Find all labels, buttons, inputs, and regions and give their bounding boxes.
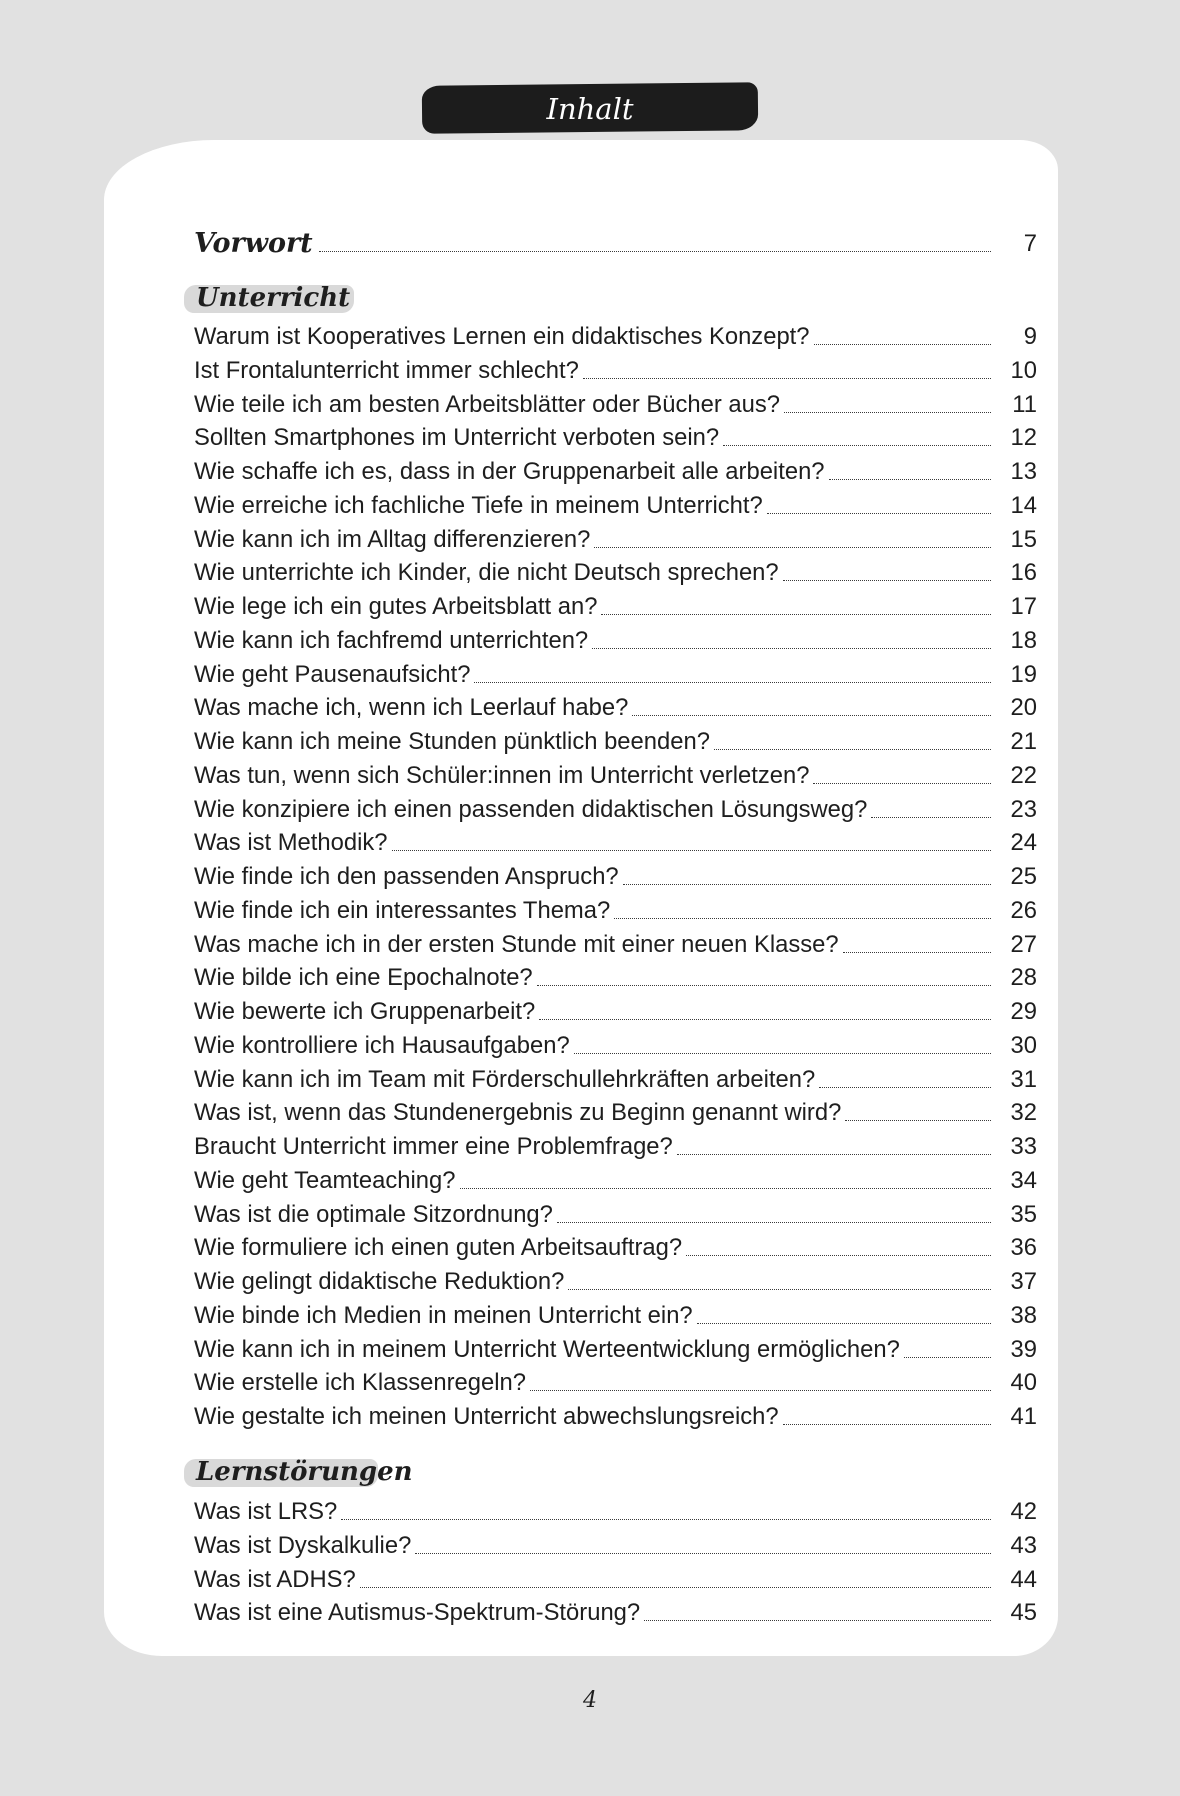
toc-entry (194, 1594, 1037, 1628)
section-heading (184, 1455, 413, 1489)
toc-entry (194, 1561, 1037, 1595)
toc-entry-page: 27 (1010, 931, 1037, 958)
toc-entry-page: 41 (1010, 1403, 1037, 1430)
toc-entry (194, 1229, 1037, 1263)
dotted-leader (574, 1053, 991, 1054)
toc-entry-title: Vorwort (194, 228, 313, 259)
toc-entry-title: Wie gelingt didaktische Reduktion? (194, 1268, 565, 1295)
toc-entry-page: 31 (1010, 1066, 1037, 1093)
toc-entry-page: 38 (1010, 1302, 1037, 1329)
toc-entry (194, 453, 1037, 487)
dotted-leader (392, 850, 991, 851)
dotted-leader (783, 580, 991, 581)
toc-entry-preface (194, 225, 1037, 259)
dotted-leader (341, 1519, 991, 1520)
toc-entry-title: Was ist ADHS? (194, 1566, 356, 1593)
dotted-leader (319, 251, 991, 252)
toc-entry-title: Was ist Methodik? (194, 829, 388, 856)
toc-entry-title: Wie teile ich am besten Arbeitsblätter oder Bücher aus? (194, 391, 780, 418)
dotted-leader (530, 1390, 991, 1391)
dotted-leader (460, 1188, 992, 1189)
toc-entry (194, 554, 1037, 588)
toc-entry (194, 318, 1037, 352)
dotted-leader (583, 378, 991, 379)
dotted-leader (723, 445, 991, 446)
dotted-leader (843, 952, 991, 953)
toc-entry (194, 521, 1037, 555)
dotted-leader (767, 513, 991, 514)
toc-entry-page: 12 (1010, 424, 1037, 451)
toc-entry (194, 1094, 1037, 1128)
dotted-leader (845, 1120, 991, 1121)
toc-entry-page: 13 (1010, 458, 1037, 485)
toc-entry (194, 723, 1037, 757)
toc-entry-page: 37 (1010, 1268, 1037, 1295)
toc-entry-title: Wie bilde ich eine Epochalnote? (194, 964, 533, 991)
toc-entry-page: 28 (1010, 964, 1037, 991)
toc-entry (194, 419, 1037, 453)
toc-entry-title: Was tun, wenn sich Schüler:innen im Unterricht verletzen? (194, 762, 810, 789)
toc-entry-page: 30 (1010, 1032, 1037, 1059)
dotted-leader (814, 344, 991, 345)
dotted-leader (714, 749, 991, 750)
toc-entry-page: 32 (1010, 1099, 1037, 1126)
toc-entry-page: 24 (1010, 829, 1037, 856)
toc-entry-title: Wie schaffe ich es, dass in der Gruppenarbeit alle arbeiten? (194, 458, 825, 485)
toc-entry (194, 959, 1037, 993)
toc-entry (194, 1061, 1037, 1095)
dotted-leader (677, 1154, 991, 1155)
toc-entry-title: Wie erreiche ich fachliche Tiefe in meinem Unterricht? (194, 492, 763, 519)
page-title: Inhalt (546, 92, 634, 126)
dotted-leader (592, 648, 991, 649)
toc-entry-title: Wie geht Teamteaching? (194, 1167, 456, 1194)
toc-entry-page: 43 (1010, 1532, 1037, 1559)
section-heading-label: Unterricht (196, 283, 351, 313)
toc-entry-page: 25 (1010, 863, 1037, 890)
toc-entry-title: Wie gestalte ich meinen Unterricht abwechslungsreich? (194, 1403, 779, 1430)
toc-entry-page: 18 (1010, 627, 1037, 654)
toc-entry-page: 22 (1010, 762, 1037, 789)
toc-entry-page: 40 (1010, 1369, 1037, 1396)
toc-entry (194, 1128, 1037, 1162)
toc-entry (194, 1162, 1037, 1196)
toc-entry-page: 9 (1023, 323, 1037, 350)
toc-entry-title: Wie formuliere ich einen guten Arbeitsauftrag? (194, 1234, 683, 1261)
dotted-leader (537, 985, 991, 986)
dotted-leader (568, 1289, 991, 1290)
toc-entry-page: 20 (1010, 694, 1037, 721)
toc-entry-title: Wie kann ich im Alltag differenzieren? (194, 526, 591, 553)
dotted-leader (813, 783, 991, 784)
toc-entry-page: 11 (1012, 391, 1037, 418)
dotted-leader (819, 1087, 991, 1088)
dotted-leader (614, 918, 991, 919)
dotted-leader (783, 1424, 991, 1425)
dotted-leader (539, 1019, 991, 1020)
toc-entry-title: Was ist Dyskalkulie? (194, 1532, 412, 1559)
toc-entry-title: Ist Frontalunterricht immer schlecht? (194, 357, 579, 384)
dotted-leader (784, 412, 991, 413)
toc-entry-title: Wie kann ich meine Stunden pünktlich beenden? (194, 728, 710, 755)
toc-entry-page: 35 (1010, 1201, 1037, 1228)
toc-entry-title: Was mache ich, wenn ich Leerlauf habe? (194, 694, 629, 721)
dotted-leader (871, 817, 991, 818)
toc-entry (194, 824, 1037, 858)
dotted-leader (644, 1620, 991, 1621)
toc-entry-page: 36 (1010, 1234, 1037, 1261)
dotted-leader (632, 715, 991, 716)
toc-entry (194, 1331, 1037, 1365)
dotted-leader (557, 1222, 991, 1223)
toc-entry-title: Was ist LRS? (194, 1498, 338, 1525)
toc-entry-page: 10 (1010, 357, 1037, 384)
toc-entry-title: Was ist, wenn das Stundenergebnis zu Beginn genannt wird? (194, 1099, 842, 1126)
toc-entry-title: Wie finde ich den passenden Anspruch? (194, 863, 619, 890)
toc-entry-title: Was ist eine Autismus-Spektrum-Störung? (194, 1599, 641, 1626)
toc-entry (194, 1493, 1037, 1527)
dotted-leader (686, 1255, 991, 1256)
toc-entry-title: Was mache ich in der ersten Stunde mit einer neuen Klasse? (194, 931, 839, 958)
toc-entry-title: Wie kann ich in meinem Unterricht Werteentwicklung ermöglichen? (194, 1336, 900, 1363)
toc-entry (194, 1263, 1037, 1297)
toc-entry-page: 34 (1010, 1167, 1037, 1194)
toc-entry-page: 29 (1010, 998, 1037, 1025)
toc-entry-page: 26 (1010, 897, 1037, 924)
toc-entry (194, 689, 1037, 723)
toc-entry-title: Wie unterrichte ich Kinder, die nicht Deutsch sprechen? (194, 559, 779, 586)
toc-entry-page: 16 (1010, 559, 1037, 586)
toc-entry-title: Wie kann ich im Team mit Förderschullehrkräften arbeiten? (194, 1066, 816, 1093)
toc-entry-title: Wie bewerte ich Gruppenarbeit? (194, 998, 536, 1025)
toc-entry (194, 892, 1037, 926)
dotted-leader (601, 614, 991, 615)
toc-entry (194, 1027, 1037, 1061)
toc-entry (194, 656, 1037, 690)
toc-entry-page: 45 (1010, 1599, 1037, 1626)
toc-entry-page: 7 (1023, 230, 1037, 257)
toc-entry-title: Wie binde ich Medien in meinen Unterricht ein? (194, 1302, 693, 1329)
dotted-leader (415, 1553, 991, 1554)
section-heading (184, 281, 354, 315)
dotted-leader (623, 884, 991, 885)
toc-entry (194, 622, 1037, 656)
toc-entry-title: Braucht Unterricht immer eine Problemfrage? (194, 1133, 673, 1160)
dotted-leader (594, 547, 991, 548)
dotted-leader (829, 479, 991, 480)
toc-entry-page: 33 (1010, 1133, 1037, 1160)
toc-entry-title: Wie kann ich fachfremd unterrichten? (194, 627, 589, 654)
toc-entry (194, 1527, 1037, 1561)
toc-entry (194, 757, 1037, 791)
toc-entry (194, 926, 1037, 960)
toc-entry-title: Wie konzipiere ich einen passenden didaktischen Lösungsweg? (194, 796, 868, 823)
toc-entry-page: 42 (1010, 1498, 1037, 1525)
toc-entry-page: 44 (1010, 1566, 1037, 1593)
toc-entry (194, 352, 1037, 386)
toc-entry (194, 1364, 1037, 1398)
toc-entry (194, 1196, 1037, 1230)
toc-entry (194, 791, 1037, 825)
toc-entry (194, 487, 1037, 521)
toc-entry-page: 14 (1010, 492, 1037, 519)
dotted-leader (697, 1323, 991, 1324)
toc-entry-title: Warum ist Kooperatives Lernen ein didaktisches Konzept? (194, 323, 810, 350)
toc-entry-title: Sollten Smartphones im Unterricht verboten sein? (194, 424, 720, 451)
toc-entry-title: Was ist die optimale Sitzordnung? (194, 1201, 553, 1228)
toc-entry-title: Wie finde ich ein interessantes Thema? (194, 897, 611, 924)
toc-entry-page: 23 (1010, 796, 1037, 823)
toc-entry (194, 386, 1037, 420)
dotted-leader (904, 1357, 991, 1358)
dotted-leader (474, 682, 991, 683)
toc-entry-page: 17 (1010, 593, 1037, 620)
toc-entry-page: 19 (1010, 661, 1037, 688)
dotted-leader (360, 1587, 991, 1588)
toc-entry-page: 39 (1010, 1336, 1037, 1363)
toc-entry-title: Wie erstelle ich Klassenregeln? (194, 1369, 526, 1396)
section-heading-label: Lernstörungen (196, 1457, 413, 1487)
toc-entry (194, 1398, 1037, 1432)
toc-entry (194, 858, 1037, 892)
toc-entry (194, 588, 1037, 622)
toc-entry-title: Wie geht Pausenaufsicht? (194, 661, 471, 688)
toc-entry-page: 15 (1010, 526, 1037, 553)
toc-entry-page: 21 (1010, 728, 1037, 755)
toc-entry-title: Wie kontrolliere ich Hausaufgaben? (194, 1032, 570, 1059)
toc-entry-title: Wie lege ich ein gutes Arbeitsblatt an? (194, 593, 598, 620)
page-number: 4 (583, 1688, 597, 1713)
toc-entry (194, 1297, 1037, 1331)
toc-entry (194, 993, 1037, 1027)
